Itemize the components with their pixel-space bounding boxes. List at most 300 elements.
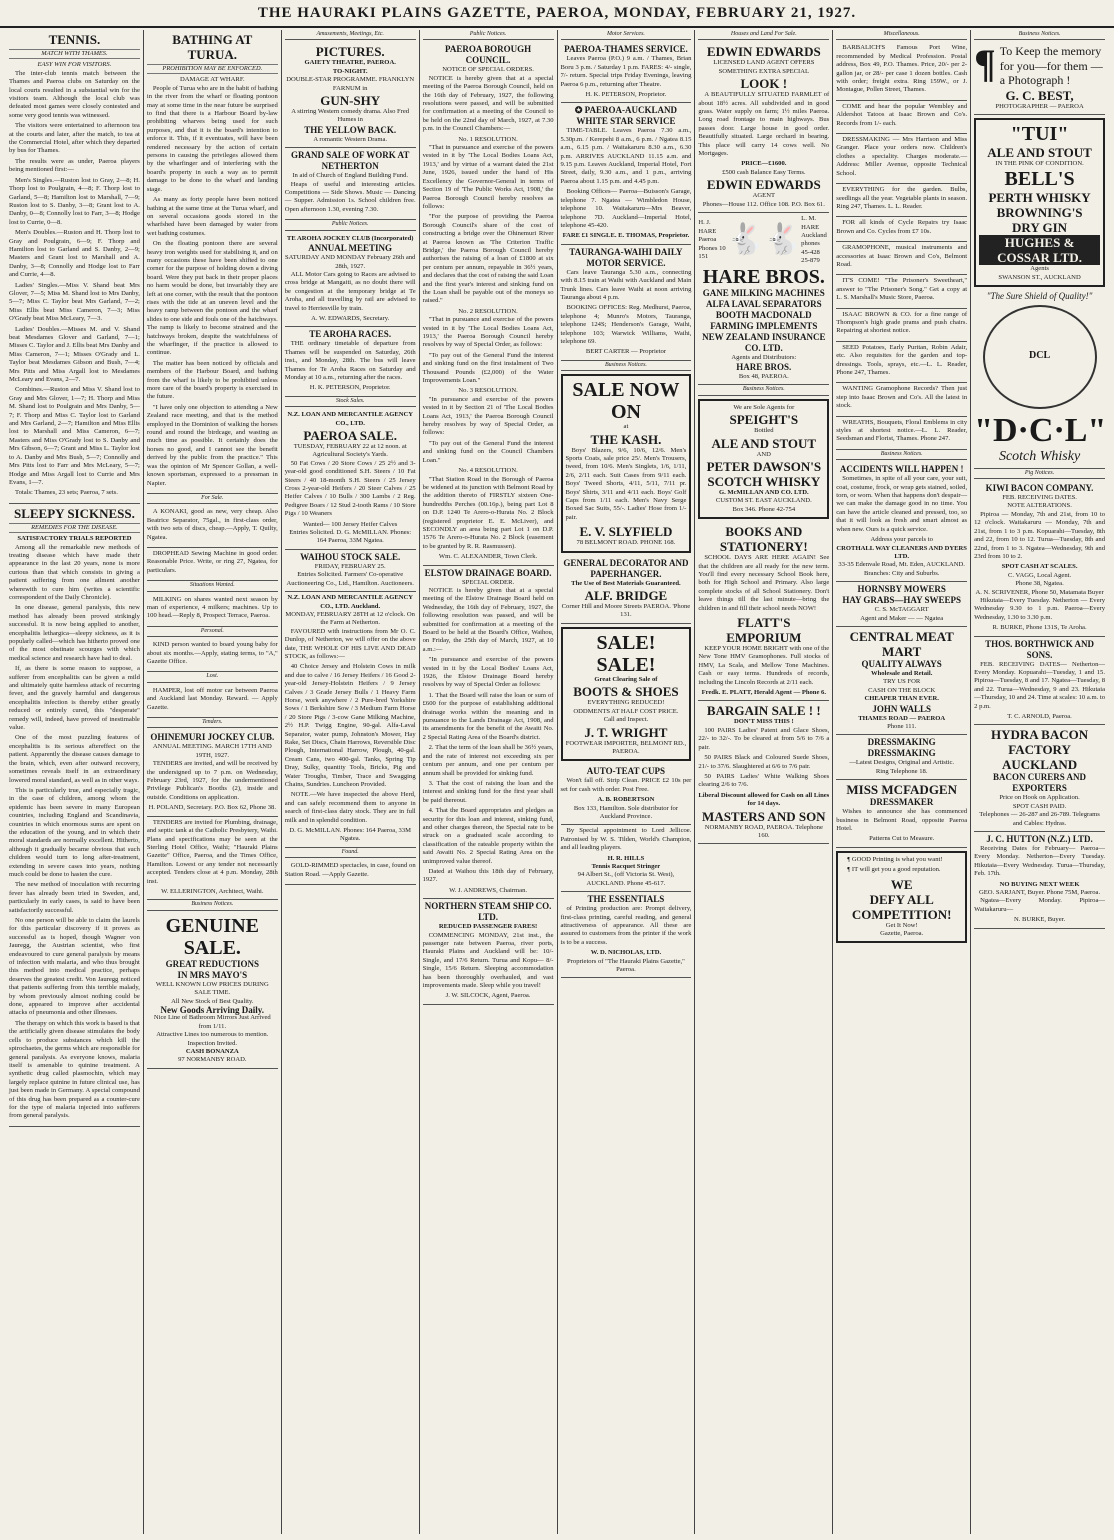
brownings: BROWNING'S	[996, 205, 1083, 221]
edwards-signature: EDWIN EDWARDS	[706, 177, 821, 193]
hare-box: Box 48, PAEROA.	[738, 372, 789, 380]
rabbit-icon: 🐇	[726, 223, 764, 257]
ale-stout: ALE AND STOUT	[711, 435, 817, 451]
hydra-title: HYDRA BACON FACTORY AUCKLAND	[990, 727, 1089, 773]
bargain-line-2: 50 PAIRS Black and Coloured Suede Shoes, 21/- to 37/6. Slaughtered at 6/6 to 7/6 pair.	[698, 754, 830, 770]
netherton-list: 40 Choice Jersey and Holstein Cows in milk and due to calve / 16 Jersey Heifers / 16 Good 2-year-old Jersey-Holstein Heifers / 9 Jersey Calves / 3 Grade Jersey Bulls / 1 Heavy Farm Horse, work anywhere / 2 Pure-bred Yorkshire Sows / 1 Berkshire Sow / 3 Medium Farm Horse / 20 Store Pigs / 3-cow Gane Milking Machine, 2½ H.P. Twigg Engine, 90-gal. Alfa-Laval Separator, water pump, Johnston's Mower, Hay Rake, Set Discs, Chain Harrows, Reversible Disc Plough, International Harrow, Plough, 40-gal. Cream Cans, two 400-gal. Tanks, Spring Tip Dray, Sulky, quantity Tools, Bricks, Pig and Water Troughs, Timber, Trace and Swagging Chains, Sundries. Luncheon Provided.	[284, 663, 416, 789]
misc-ad-11	[836, 417, 967, 450]
resolution-1: No. 1 RESOLUTION.	[458, 135, 518, 143]
tennis-para-8: Combines.—Ruston and Miss V. Shand lost to Gray and Mrs Glover, 1—7; H. Thorp and Miss M. Shand lost to Poulgrain and Mrs Danby, 5—7; F. Thorp and Miss C. Taylor lost to Garland and Mrs Garland, 2—7; Hamilton and Miss Ellis lost to Marshall and Miss Cameron, 6—7; Masters and Miss O'Grady lost to S. Danby and Mrs Gibson, 6—7; Grant and Miss L. Taylor lost to A. Danby and Mrs Bush, 5—7; Connolly and Mrs Pitts lost to Farr and Mrs McLeary, 5—7; Hodge and Miss Argall lost to Currie and Mrs Evans, 1—7.	[9, 386, 140, 486]
boots-oddments: ODDMENTS AT HALF COST PRICE.	[573, 707, 679, 715]
tennis-para-5: Men's Doubles.—Ruston and H. Thorp lost to Gray and Poulgrain, 6—9; F. Thorp and Hamilton lost to Garland and S. Danby, 2—9; Masters and Grant lost to Marshall and A. Danby, 3—8; Connolly and Hodge lost to Farr and Currie, 4—8.	[9, 229, 140, 279]
paeroa-thames-service	[561, 42, 692, 103]
arnold-buyer: T. C. ARNOLD, Paeroa.	[1007, 713, 1072, 720]
cash-bonanza: CASH BONANZA	[185, 1048, 239, 1055]
lost-heading: Lost.	[147, 672, 278, 682]
robertson-name: A. B. ROBERTSON	[597, 796, 655, 804]
tui-ale-ad	[974, 118, 1105, 287]
mctaggart-name: C. S. McTAGGART	[874, 606, 929, 614]
mrs-mayos-line: IN MRS MAYO'S	[177, 969, 248, 980]
kiwi-title: KIWI BACON COMPANY.	[985, 483, 1094, 494]
for-sale-section-heading: For Sale.	[147, 494, 278, 504]
bathing-para-1: People of Turua who are in the habit of bathing in the river from the wharf or floating pontoon may at some time in the near future be surprised to find that there is a Harbour Board by-law prohibiting wharves being used for such purposes, and that it is the board's intention to enforce it. This, if it eventuates, will have been rendered necessary by the action of certain persons in causing the privileges allowed them by the wharfinger and of interfering with the board's property in such a way as to permit damage to be done to the wharf and landing stage.	[146, 84, 278, 193]
steamship-fares: REDUCED PASSENGER FARES!	[438, 923, 538, 931]
for-sale-text-2: DROPHEAD Sewing Machine in good order. Reasonable Price. Write, or ring 27, Ngatea, for particulars.	[146, 549, 278, 574]
misc-ad-5	[836, 217, 967, 242]
town-clerk-signature: Wm. C. ALEXANDER, Town Clerk.	[438, 553, 538, 561]
personal-heading: Personal.	[147, 627, 278, 637]
northern-steamship-ad	[423, 899, 554, 1005]
council-para-1: NOTICE is hereby given that at a special meeting of the Paeroa Borough Council, held on the 16th day of February, 1927, the following resolutions were passed, and will be submitted for confirmation at a meeting of the Council to be held on the 22nd day of March, 1927, at 7.30 p.m. in the Council Chambers:—	[422, 74, 554, 133]
business-notices-heading-5: Business Notices.	[974, 30, 1105, 40]
programme-line: DOUBLE-STAR PROGRAMME. FRANKLYN FARNUM in	[286, 76, 415, 92]
netherton-agency: N.Z. LOAN AND MERCANTILE AGENCY CO., LTD. Auckland.	[287, 594, 414, 610]
new-stock-line: All New Stock of Best Quality.	[171, 997, 254, 1005]
auto-teat-body: Won't fall off. Strip Clean. PRICE £2 10s per set for cash with order. Post Free.	[560, 777, 692, 793]
hydra-price: Price on Hook on Application.	[999, 794, 1080, 802]
kiwi-bacon-ad	[974, 481, 1105, 637]
bargain-title: BARGAIN SALE ! !	[706, 703, 821, 719]
n-burke-buyer: N. BURKE, Buyer.	[1014, 916, 1066, 924]
photograph-ad	[974, 42, 1105, 115]
accidents-ad	[836, 462, 967, 582]
misc-text-1: BARBALICH'S Famous Port Wine, recommended by Medical Profession. Postal address, Box 49, P.O. Thames. Price, 20/- per 2-gallon jar, or 28/- per case 1 dozen bottles. Cash with order; freight extra. Ring 159W., or J. Montague, Pollen Street, Thames.	[836, 44, 968, 94]
pictures-ad	[285, 42, 416, 148]
cash-discount: Liberal Discount allowed for Cash on all Lines for 14 days.	[698, 791, 830, 808]
tui-ale-stout: ALE AND STOUT	[987, 145, 1092, 161]
edwards-agent: AGENT	[752, 192, 775, 200]
reputation	[841, 866, 962, 874]
elstow-drainage-notice	[423, 566, 554, 900]
motor-services-heading: Motor Services.	[561, 30, 692, 40]
misc-text-10: WANTING Gramophone Records? Then just step into Isaac Brown and Co's. All the latest in stock.	[836, 385, 968, 410]
hj-hare-contact: H. J. HARE Paeroa Phones 10 151	[698, 219, 726, 260]
get-it-now: Get It Now!	[885, 921, 918, 929]
defy-all-line: DEFY ALL	[869, 891, 934, 907]
hughes-cossar: HUGHES & COSSAR LTD.	[979, 235, 1100, 265]
column-4	[420, 30, 558, 1534]
bonanza-address: 97 NORMANBY ROAD.	[178, 1056, 247, 1064]
mcmillan-address: CUSTOM ST. EAST AUCKLAND.	[715, 497, 812, 505]
tennis-para-4: Men's Singles.—Ruston lost to Gray, 2—8; H. Thorp lost to Poulgrain, 4—8; F. Thorp lost to Garland, 5—8; Hamilton lost to Marshall, 7—9; Ruston lost to S. Danby, 3—8; Grant lost to A. Danby, 0—8; Connolly lost to Farr, 3—8; Hodge lost to Currie, 0—8.	[9, 176, 140, 226]
sleepy-para-8: The therapy on which this work is based is that the artificially given disease stimulates the body cells to produce substances which kill the spirochaetes, the germs which are responsible for general paralysis. As everyone knows, malaria itself is amenable to quinine treatment. A synthetic drug called plasmochin, which may largely replace quinine in future clinical use, has just been made in Germany. A special compound of this drug has been prepared as a counter-cure for the type of malaria injected into sufferers from general paralysis.	[9, 1019, 140, 1120]
racing-quote: "I have only one objection to attending a New Zealand race meeting, and that is the method employed in the Dominion of walking the horses round and round the birdcage, and wasting as much time as possible. It certainly does the horses no good, and I cannot see the benefit derived by the public from the practice." This was the opinion of Mr Spencer Gollan, a well-known sportsman, expressed to a pressman in Napier.	[146, 403, 278, 487]
gazette-paeroa: Gazette, Paeroa.	[880, 930, 924, 938]
waihou-sale-ad	[285, 550, 416, 592]
misc-text-11: WREATHS, Bouquets, Floral Emblems in city styles at shortest notice.—L. L. Reader, Seedsman and Florist, Thames. Phone 247.	[836, 418, 968, 443]
found-ad	[285, 860, 416, 885]
boots-sale-ad	[561, 627, 692, 761]
meat-mart-title: CENTRAL MEAT MART	[849, 628, 954, 659]
tui-title: "TUI"	[1010, 123, 1069, 146]
netherton-contact: D. G. McMILLAN. Phones: 164 Paeroa, 33M Ngatea.	[289, 827, 411, 843]
slyfield-address: 78 BELMONT ROAD. PHONE 168.	[576, 539, 676, 547]
dcl-crest-icon: DCL	[983, 305, 1097, 409]
platt-signature: Fredk. E. PLATT, Herald Agent — Phone 6.	[701, 689, 826, 697]
tennis-strapline: EASY WIN FOR VISITORS.	[37, 61, 112, 69]
elstow-para-2: "In pursuance and exercise of the powers vested in it by the Local Bodies' Loans Act, 1926, the Elstow Drainage Board hereby resolves by way of Special Order as follows:	[422, 656, 554, 689]
jockey-body: ALL Motor Cars going to Races are advised to cross bridge at Mangaiti, as no doubt there will be congestion at the temporary bridge at Te Aroha, and all travelling by rail are advised to travel to Herriesville by train.	[284, 270, 416, 312]
grand-sale-title: GRAND SALE OF WORK AT NETHERTON	[291, 150, 410, 172]
hydra-bacon-ad	[974, 725, 1105, 832]
jockey-club-tender	[147, 730, 278, 816]
tennis-headline: TENNIS.	[48, 32, 101, 47]
service-3-body: Cars leave Tauranga 5.30 a.m., connecting with 8.15 train at Waihi with Auckland and Main Trunk lines. Cars leave Waihi at noon arriving Tauranga about 4 p.m.	[560, 268, 692, 301]
sleepy-para-6: The new method of inoculation with recurring fever has already been tried in Sweden, and, particularly in early cases, is said to have been satisfactorily successful.	[9, 881, 140, 914]
walls-address: THAMES ROAD — PAEROA	[858, 714, 946, 722]
hay-grabs: HAY GRABS—HAY SWEEPS	[842, 595, 962, 606]
sleepy-para-1: Among all the remarkable new methods of treating disease which have made their appearance in the last 20 years, none is more curious than that which consists in giving a patient suffering from one ailment another wherewith to cure him (writes a scientific correspondent of the Daily Chronicle).	[9, 543, 140, 601]
hare-gane: GANE MILKING MACHINES	[702, 287, 825, 298]
misc-text-5: FOR all kinds of Cycle Repairs try Isaac Brown and Co. Cycles from £7 10s.	[836, 219, 968, 235]
nicholas-name: W. D. NICHOLAS, LTD.	[590, 949, 662, 957]
competition-line: COMPETITION!	[851, 906, 952, 922]
elstow-dated: Dated at Waihou this 18th day of February, 1927.	[422, 867, 554, 884]
steamship-body: COMMENCING MONDAY, 21st inst., the passenger rate between Paeroa, river ports, Hauraki Plains and Auckland will be: 10/- Single, and 17/6 Return. Turua and Kopu— 8/- Single, 15/6 Return. Sleeping accommodation has been thoroughly overhauled, and vast improvements made. Sleep while you travel!	[422, 931, 554, 990]
hutton-schedule: Receiving Dates for February— Paeroa—Every Monday. Netherton—Every Tuesday. Hikutaia—Every Wednesday. Turua—Thursday, Feb. 17th.	[974, 845, 1105, 878]
dressmaking-ad	[836, 735, 967, 780]
reductions-line: GREAT REDUCTIONS	[165, 958, 260, 969]
auto-teat-ad	[561, 764, 692, 825]
business-notices-heading: Business Notices.	[147, 900, 278, 910]
business-notices-heading-3: Business Notices.	[698, 385, 829, 395]
sleepy-subhead: REMEDIES FOR THE DISEASE.	[9, 523, 140, 533]
edwards-subtitle: LICENSED LAND AGENT OFFERS SOMETHING EXTRA SPECIAL	[713, 59, 815, 75]
look-title: LOOK !	[740, 76, 788, 92]
kash-at: at	[623, 423, 629, 431]
misc-ad-3	[836, 134, 967, 184]
personal-ad	[147, 639, 278, 672]
tennis-para-9: Totals: Thames, 23 sets; Paeroa, 7 sets.	[15, 489, 118, 497]
netherton-sale-ad	[285, 592, 416, 848]
misc-text-8: ISAAC BROWN & CO. for a fine range of Thompson's high grade prams and push chairs. Repairing at shortest notice.	[836, 310, 968, 335]
kiwi-alterations: NOTE ALTERATIONS.	[1007, 502, 1072, 510]
dressmaking-title-2: DRESSMAKING	[867, 748, 936, 759]
service-1-signature: H. K. PETERSON, Proprietor.	[585, 91, 667, 99]
resolution-4: No. 4 RESOLUTION.	[458, 467, 518, 475]
tennis-para-6: Ladies' Singles.—Miss V. Shand beat Mrs Glover, 7—5; Miss M. Shand lost to Mrs Danby, 5—7; Miss C. Taylor beat Mrs Garland, 7—2; Miss Ellis beat Miss Cameron, 7—3; Miss O'Grady beat Miss McLeary, 7—3.	[9, 281, 140, 323]
sleepy-para-4: One of the most puzzling features of encephalitis is its serious aftereffect on the patient. Apparently the disease causes damage to the brain, which, even after outward recovery, sometimes reveals itself in an extraordinary lowered moral standard, as well as in other ways.	[9, 734, 140, 784]
hutton-ad	[974, 832, 1105, 929]
hare-alfa: ALFA LAVAL SEPARATORS	[706, 298, 822, 309]
misc-ad-9	[836, 342, 967, 384]
rabbit-icon-2: 🐇	[763, 223, 802, 257]
elstow-title: ELSTOW DRAINAGE BOARD.	[424, 567, 552, 578]
misc-text-4: EVERYTHING for the garden. Bulbs, seedlings all the year. Vegetable plants in season. Ring 247, Thames. L. L. Reader.	[836, 186, 968, 210]
personal-text: KIND person wanted to board young baby for about six months.—Apply, stating terms, to "A," Gazette Office.	[146, 641, 278, 665]
dcl-whisky-ad	[974, 290, 1105, 468]
races-title: TE AROHA RACES.	[309, 329, 392, 340]
tennis-para-1: The inter-club tennis match between the Thames and Paeroa clubs on Saturday on the local courts resulted in a substantial win for the visitors team. Although the local club was defeated most games were closely contested and some very good tennis was witnessed.	[9, 69, 140, 119]
council-para-6: "That in pursuance and exercise of the powers vested in it by 'The Local Bodies Loans Act, 1913,' the Paeroa Borough Council hereby resolves by way of Special Order, as follows:	[422, 316, 554, 349]
paeroa-sale-list: 50 Fat Cows / 20 Store Cows / 25 2½ and 3-year-old good conditioned S.H. Steers / 10 Fat Steers / 40 18-month S.H. Steers / 25 Jersey Cross 2-year-old Heifers / 20 Steer Calves / 25 Heifer Calves / 10 Bulls / 300 Lambs / 2 Reg. Pedigree Boars / 12 Stud 2-tooth Rams / 10 Store Pigs / 10 Weaners	[284, 459, 416, 518]
borthwick-ad	[974, 637, 1105, 726]
elstow-para-6: 4. That the Board appropriates and pledges as security for this loan and interest, sinking fund, and other charges thereon, the Special rate to be struck on a graduated scale according to classification of the rateable property within the said Awaiti No. 2 Special Rating Area on the unimproved value thereof.	[422, 807, 554, 865]
racquet-stringer: Tennis Racquet Stringer	[591, 862, 661, 870]
netherton-note: NOTE.—We have inspected the above Herd, and can safely recommend them to anyone in search of first-class dairy stock. They are in full milk and in splendid condition.	[284, 791, 416, 824]
waihou-date: FRIDAY, FEBRUARY 25.	[314, 562, 386, 570]
for-sale-text-1: A KONAKI, good as new, very cheap. Also Beatrice Separator, 75gal., in first-class order, with two sets of discs, cheap.—Apply, T. Quilty, Ngatea.	[146, 508, 278, 541]
misc-text-3: DRESSMAKING — Mrs Harrison and Miss Granger. Place your orders now. Children's clothes a speciality. Charges moderate.— Address: Miller Avenue, opposite Technical School.	[836, 136, 968, 177]
bargain-line-1: 100 PAIRS Ladies' Patent and Glace Shoes, 22/- to 32/-. To be cleared at from 5/6 to 7/6 a pair.	[698, 726, 830, 751]
houses-land-heading: Houses and Land For Sale.	[698, 30, 829, 40]
scrivener-buyer: A. N. SCRIVENER, Phone 50, Matamata Buyer	[975, 588, 1104, 596]
sarjant-buyer: GEO. SARJANT, Buyer. Phone 75M, Paeroa.	[979, 889, 1101, 897]
dressmaking-phone: Ring Telephone 18.	[875, 767, 928, 775]
white-star-service	[561, 103, 692, 244]
council-para-12: "That Station Road in the Borough of Paeroa be widened at its junction with Belmont Road by the addition thereto of FIRSTLY sixteen One-hundredths Perches (00.16p.), being part Lot 8 on D.P. 1240 Te Arero-o-Hurata No. 2 Block (registered proprietor E. E. McLiver), and SECONDLY an area being part Lot 1 on D.P. 1576 Te Arero-o-Hurata No. 2 Block (easement to be granted by R. R. Rasmussen).	[422, 475, 554, 550]
genuine-sale-ad	[147, 913, 278, 1069]
tennis-subhead: MATCH WITH THAMES.	[9, 49, 140, 59]
grand-sale-body: Heaps of useful and interesting articles. Competitions — Side Shows. Music — Dancing — Supper. Admission 1s. School children free. Open afternoon 1.30, evening 7.30.	[284, 180, 416, 213]
farmlet-price: PRICE—£1600.	[741, 160, 787, 168]
jockey-dates: SATURDAY AND MONDAY February 26th and 28th, 1927.	[285, 254, 416, 270]
accidents-body: Sometimes, in spite of all your care, your suit, coat, costume, frock, or wrap gets stained, soiled, torn, or worn. When that happens don't despair—we can make the damage good in no time. You can have the article cleaned and pressed, too, so that it will look as fresh and smart almost as when new. Ours is a quick service.	[836, 475, 968, 533]
tender-1-body: TENDERS are invited, and will be received by the undersigned up to 7 p.m. on Wednesday, February 23rd, 1927, for the undermentioned Privilege Publican's Booths (2), inside and outside. Conditions on application.	[146, 760, 278, 801]
business-notices-heading-4: Business Notices.	[836, 450, 967, 460]
tennis-para-2: The visitors were entertained to afternoon tea at the courts and later, after the match, to tea at the Commercial Hotel, after which they departed by bus for Thames.	[9, 122, 140, 155]
film-gun-shy: GUN-SHY	[320, 93, 381, 109]
misc-ad-4	[836, 184, 967, 217]
sleepy-para-3: If, as there is some reason to suppose, a sufferer from encephalitis can be given a mild and ultimately quite harmless attack of recurring fever, and the gravely harmful and dangerous encephalitis infection is thereby either greatly reduced or entirely cured, this "desperate" remedy will, indeed, have proved of inestimable value.	[9, 665, 140, 732]
sleepy-headline: SLEEPY SICKNESS.	[13, 505, 135, 521]
bathing-para-4: The matter has been noticed by officials and members of the Harbour Board, and bathing from the wharf is likely to be prohibited unless more care of the board's property is exercised in the future.	[146, 359, 278, 401]
tender-2-body: TENDERS are invited for Plumbing, drainage, and septic tank at the Catholic Presbytery, Waihi. Plans and specifications may be seen at the Sterling Hotel Office, Waihi; "Hauraki Plains Gazette" Office, Paeroa, and the Times Office, Hamilton. Lowest or any tender not necessarily accepted. Tenders close at 4 p.m. Monday, 28th inst.	[146, 818, 278, 885]
paeroa-sale-title: PAEROA SALE.	[303, 428, 398, 443]
agents-label: Agents	[1030, 265, 1049, 273]
pilcrow-icon: ¶	[847, 855, 852, 863]
essentials-body: of Printing production are: Prompt delivery, first-class printing, careful reading, and general attractiveness of appearance. All these are assured to customers from the printer if the work is to be a success.	[560, 905, 692, 946]
edwards-title: EDWIN EDWARDS	[706, 44, 821, 60]
council-subtitle: NOTICE OF SPECIAL ORDERS.	[442, 66, 534, 74]
tauranga-waihi-service	[561, 245, 692, 361]
pictures-title: PICTURES.	[315, 44, 385, 60]
essentials-title: THE ESSENTIALS	[587, 894, 665, 905]
paeroa-sale-date: TUESDAY, FEBRUARY 22 at 12 noon. at Agricultural Society's Yards.	[293, 443, 407, 459]
dont-miss: DON'T MISS THIS !	[733, 718, 794, 726]
dcl-logo: "D·C·L"	[974, 411, 1107, 449]
for-sale-ad-2	[147, 548, 278, 581]
situation-text: MILKING on shares wanted next season by man of experience, 4 milkers; machines. Up to 100 head.—Reply 8, Prospect Terrace, Paeroa.	[146, 595, 278, 620]
farmlet-terms: £500 cash Balance Easy Terms.	[722, 168, 806, 176]
crothall-address: 33-35 Edenvale Road, Mt. Eden, AUCKLAND.	[838, 561, 965, 569]
misc-ad-2	[836, 101, 967, 134]
te-aroha-races-ad	[285, 327, 416, 396]
printing-ad	[836, 851, 967, 944]
sleepy-strapline: SATISFACTORY TRIALS REPORTED	[17, 535, 132, 543]
council-para-4: "For the purpose of providing the Paeroa Borough Council's share of the cost of constructing a bridge over the Ohinemuri River at Paeroa known as 'The Criterion Traffic Bridge,' the Paeroa Borough Council hereby authorises the raising of a loan of £1800 at six per centum per annum, repayable in 36½ years, and declares that the cost of raising the said Loan and the first year's interest and sinking fund on the Loan shall be payable out of the moneys so raised."	[422, 213, 554, 305]
speights-name: SPEIGHT'S	[729, 412, 799, 428]
elstow-para-5: 3. That the cost of raising the loan and the interest and sinking fund for the first year shall be paid thereout.	[422, 779, 554, 804]
races-body: THE ordinary timetable of departure from Thames will be suspended on Saturday, 26th inst., and Monday, 28th. The bus will leave Thames for Te Aroha Races on Saturday and Monday at 10 a.m., returning after the races.	[284, 340, 416, 381]
tonight-label: TO-NIGHT.	[332, 67, 368, 75]
public-notices-heading: Public Notices.	[285, 220, 416, 230]
hare-bros-header	[698, 215, 829, 265]
masthead: THE HAURAKI PLAINS GAZETTE, PAEROA, MONDAY, FEBRUARY 21, 1927.	[0, 0, 1114, 28]
pig-notices-heading: Pig Notices.	[974, 469, 1105, 479]
service-1-body: Leaves Paeroa (P.O.) 9 a.m. / Thames, Brian Boru 3 p.m. / Saturday 1 p.m. FARES: 4/- single, 7/- return. Special trips Friday Evenings, leaving Paeroa 6 p.m., returning after Theatre.	[560, 55, 692, 88]
elstow-para-3: 1. That the Board will raise the loan or sum of £600 for the purpose of establishing additional drainage works within the meaning and in pursuance to the Lands Drainage Act, 1908, and its amendments for the benefit of the Awaiti No. 2 Special Rating Area of the Board's district.	[422, 691, 554, 741]
sleepy-para-2: In one disease, general paralysis, this new method has already been proved strikingly successful. It is now being applied to another, encephalitis lethargica—sleepy sickness, as it is popularly called—which has hitherto proved one of the most obstinate scourges with which medical science and research have had to deal.	[9, 604, 140, 662]
column-8	[971, 30, 1108, 1534]
stock-sales-heading: Stock Sales.	[285, 397, 416, 407]
spot-cash: SPOT CASH AT SCALES.	[1001, 563, 1078, 571]
sleepy-para-7: No one person will be able to claim the laurels for this particular discovery if it proves as successful as is hoped, though Wagner von Jauregg, the Austrian scientist, who first endeavoured to cure general paralysis by means of infection with malaria, and who thus brought this method into medical practice, perhaps deserves the greatest credit. Von Jauregg noticed that patients suffering from this terrible malady, by whom previously almost nothing could be done, appeared to improve after accidental attacks of pneumonia and other illnesses.	[9, 917, 140, 1017]
council-para-3: "That in pursuance and exercise of the powers vested in it by 'The Local Bodies Loans Act, 1913,' and by virtue of a warrant dated the 21st June, 1926, issued under the hand of His Excellency the Governor-General in terms of Section 19 of 'The Public Works Act, 1908,' the Paeroa Borough Council hereby resolves as follows:	[422, 144, 554, 210]
public-notices-heading-2: Public Notices.	[423, 30, 554, 40]
business-notices-heading-2: Business Notices.	[561, 361, 692, 371]
attractive-lines: Attractive Lines too numerous to mention.	[156, 1031, 269, 1039]
council-para-7: "To pay out of the General Fund the interest and sinking fund on the first instalment of Two Thousand Pounds (£2,000) of the Water Improvements Loan."	[422, 351, 554, 385]
elstow-signature: W. J. ANDREWS, Chairman.	[449, 886, 528, 894]
column-6	[695, 30, 833, 1534]
gramophone-text: KEEP YOUR HOME BRIGHT with one of the New Tone HMV Gramophones. Full stocks of HMV, La Scala, and Mellow Tone Machines. Cash or easy terms. Hundreds of records, including the Lincoln Records at 2/11 each.	[698, 645, 830, 686]
boots-reduced: EVERYTHING REDUCED!	[587, 699, 665, 707]
try-us: TRY US FOR	[883, 678, 921, 686]
kash-price-list: Boys' Blazers, 9/6, 10/6, 12/6. Men's Sports Coats, sale price 25/. Men's Trousers, tweed, from 10/6. Men's Singlets, 1/6, 1/11, 2/6, 2/11 each. Suit Cases from 9/11 each. Boys' Tweed Shorts, 4/11, 5/11, 7/11 pr. Boys' Shirts, 3/11 and 4/11 each. Boys' Golf Caps from 1/11 each. Men's Navy Serge Boxed Sac Suits, 55/-. Ladies' Hose from 1/- pair.	[565, 446, 687, 521]
best-role: PHOTOGRAPHER — PAEROA	[995, 102, 1084, 110]
robertson-address: Box 133, Hamilton. Sole distributor for Auckland Province.	[573, 804, 679, 820]
mcfadgen-role: DRESSMAKER	[869, 797, 934, 808]
burke-buyer: R. BURKE, Phone 131S, Te Aroha.	[992, 624, 1087, 632]
racquet-ad	[561, 825, 692, 892]
quality-always: QUALITY ALWAYS	[861, 658, 942, 669]
bathing-subhead: PROHIBITION MAY BE ENFORCED.	[147, 64, 278, 74]
hare-insurance: NEW ZEALAND INSURANCE CO. LTD.	[702, 331, 826, 353]
netherton-date: MONDAY, FEBRUARY 28TH at 12 o'clock. On the Farm at Netherton.	[285, 610, 415, 627]
bathing-strapline: DAMAGE AT WHARF.	[180, 76, 245, 84]
tender-1-signature: H. POLAND, Secretary. P.O. Box 62, Phone 38.	[148, 804, 277, 812]
crothall-name: CROTHALL WAY CLEANERS AND DYERS LTD.	[836, 544, 967, 560]
newspaper-columns	[6, 30, 1108, 1534]
accidents-title: ACCIDENTS WILL HAPPEN !	[839, 464, 964, 475]
mcfadgen-patterns: Patterns Cut to Measure.	[869, 835, 935, 843]
found-text: GOLD-RIMMED spectacles, in case, found on Station Road. —Apply Gazette.	[284, 862, 416, 878]
misc-text-7: IT'S COME! "The Prisoner's Sweetheart," answer to "The Prisoner's Song." Get a copy at L. S. Marshall's Music Store, Paeroa.	[836, 277, 968, 302]
hutton-title: J. C. HUTTON (N.Z.) LTD.	[986, 834, 1093, 845]
bottled-label: Bottled	[754, 427, 774, 435]
film-2-description: A romantic Western Drama.	[313, 135, 388, 143]
bells-title: BELL'S	[1004, 168, 1075, 191]
reputation-text: IT will get you a good reputation.	[851, 866, 941, 874]
star-icon: ✪	[574, 105, 585, 116]
school-days-text: SCHOOL DAYS ARE HERE AGAIN! See that the children are all ready for the new term. You'll find every necessary School Book here, both for High School and Primary. Also large complete stocks of all School Stationery. Don't leave things till the last minute—bring the children in and fill their school needs NOW!	[698, 554, 830, 612]
hare-bros-ad	[698, 213, 829, 385]
lm-hare-contact: L. M. HARE Auckland phones 45-428 25-879	[801, 215, 827, 265]
tender-2-signature: W. ELLERINGTON, Architect, Waihi.	[161, 887, 264, 895]
column-1	[6, 30, 144, 1534]
kash-sale-title: SALE NOW ON	[572, 379, 680, 424]
borough-council-notice	[423, 42, 554, 565]
crothall-branches: Branches: City and Suburbs.	[863, 569, 940, 577]
paeroa-sale-ad	[285, 409, 416, 550]
scotch-whisky-label: Scotch Whisky	[998, 448, 1081, 464]
swanson-address: SWANSON ST., AUCKLAND	[998, 273, 1081, 281]
mcfadgen-name: MISS MCFADGEN	[846, 782, 957, 798]
hornsby-ad	[836, 582, 967, 627]
boots-clearing: Great Clearing Sale of	[594, 675, 658, 683]
misc-text-9: SEED Potatoes, Early Puritan, Robin Adair, etc. Also requisites for the garden and top-dressings. Tools, sprays, etc.—L. L. Reader, Phone 247, Thames.	[836, 343, 968, 376]
decorator-ad	[561, 556, 692, 624]
column-2	[144, 30, 282, 1534]
decorator-address: Corner Hill and Moore Streets PAEROA. 'Phone 131.	[561, 603, 691, 619]
service-2-title-text: PAEROA-AUCKLAND WHITE STAR SERVICE	[576, 105, 677, 127]
council-title: PAEROA BOROUGH COUNCIL.	[445, 44, 532, 66]
borthwick-schedule: FEB. RECEIVING DATES— Netherton—Every Monday. Kopuarahi—Tuesday, 1 and 15. Pipiroa—Tuesday, 8 and 17. Ngatea—Tuesday, 8 and 22. Turua—Wednesday, 9 and 23. Hikutaia—Thursday, 10 and 24. Time at scales: 10 a.m. to 2 p.m.	[974, 660, 1106, 710]
for-sale-ad-1	[147, 506, 278, 548]
no-buying: NO BUYING NEXT WEEK	[999, 880, 1080, 888]
hare-agents-label: Agents and Distributors:	[731, 353, 797, 361]
kash-sale-ad	[561, 374, 692, 552]
grand-sale-sub: In aid of Church of England Building Fund.	[292, 172, 409, 180]
boots-sale-title: SALE! SALE!	[596, 631, 656, 676]
photograph-body	[974, 44, 1105, 87]
speights-ad	[698, 399, 829, 519]
boots-inspect: Call and Inspect.	[603, 716, 649, 724]
elstow-subtitle: SPECIAL ORDER.	[461, 578, 515, 586]
misc-ad-1	[836, 42, 967, 100]
tennis-para-3: The results were as under, Paeroa players being mentioned first:—	[9, 157, 140, 174]
service-1-title: PAEROA-THAMES SERVICE.	[564, 44, 688, 55]
books-stationery-ad	[698, 522, 829, 701]
arriving-daily-line: New Goods Arriving Daily.	[160, 1004, 265, 1015]
column-3	[282, 30, 420, 1534]
service-2-fare: FARE £1 SINGLE. E. THOMAS, Proprietor.	[562, 232, 690, 240]
borthwick-title: THOS. BORTHWICK AND SONS.	[985, 638, 1095, 660]
paeroa-sale-contact: Entries Solicited. D. G. McMILLAN. Phones: 164 Paeroa, 33M Ngatea.	[289, 529, 412, 545]
and-label: AND	[756, 450, 771, 458]
dry-gin: DRY GIN	[1012, 220, 1068, 236]
bathing-para-2: As many as forty people have been noticed bathing at the same time at the Turua wharf, and on several occasions goods stored in the wharfshed have been damaged by water from wet bathing costumes.	[146, 196, 278, 237]
low-prices-line: WELL KNOWN LOW PRICES DURING SALE TIME.	[155, 980, 269, 997]
genuine-sale-title: GENUINE SALE.	[165, 914, 259, 959]
steamship-title: NORTHERN STEAM SHIP CO. LTD.	[424, 901, 552, 923]
kiwi-dates-label: FEB. RECEIVING DATES.	[1002, 494, 1077, 502]
scotch-whisky: SCOTCH WHISKY	[707, 473, 821, 489]
edwin-edwards-ad	[698, 42, 829, 213]
hills-name: H. R. HILLS	[607, 854, 645, 862]
bathing-headline: BATHING AT TURUA.	[172, 32, 253, 62]
amusements-heading: Amusements, Meetings, Etc.	[285, 30, 416, 40]
masters-son: MASTERS AND SON	[702, 808, 826, 824]
jockey-signature: A. W. EDWARDS, Secretary.	[311, 314, 390, 322]
sole-agents: We are Sole Agents for	[733, 403, 795, 411]
bargain-sale-ad	[698, 701, 829, 844]
resolution-2: No. 2 RESOLUTION.	[458, 307, 518, 315]
wholesale-retail: Wholesale and Retail.	[871, 669, 933, 677]
sleepy-sickness-article	[9, 504, 140, 1127]
decorator-guarantee: The Use of Best Materials Guaranteed.	[571, 579, 681, 587]
mcfadgen-ad	[836, 780, 967, 848]
steamship-agent: J. W. SILCOCK, Agent, Paeroa.	[445, 992, 531, 1000]
boots-and-shoes: BOOTS & SHOES	[573, 684, 679, 700]
pilcrow-icon-2: ¶	[847, 866, 852, 874]
service-3-proprietor: BERT CARTER — Proprietor	[585, 348, 667, 356]
te-aroha-jockey-ad	[285, 233, 416, 328]
address-parcels: Address your parcels to	[870, 536, 933, 544]
service-3-title: TAURANGA-WAIHI DAILY MOTOR SERVICE.	[569, 246, 683, 268]
peter-dawsons: PETER DAWSON'S	[706, 458, 822, 474]
bathing-para-3: On the floating pontoon there are several heavy iron weights used for stabilising it, and on many occasions these have been shifted to one corner for the purpose of holding down a diving board. Were they put back in their proper places no harm would be done, but invariably they are left at one corner, with the result that the pontoon rises with the tide at an uneven level and the heavy ramp between the pontoon and the wharf slides to one side and fouls one of the hatchways. The ramp is likely to become strained and the hatchways broken, despite the watchfulness of the wharfinger, if the practice is allowed to continue.	[146, 240, 278, 357]
cash-block: CASH ON THE BLOCK	[868, 686, 936, 694]
miscellaneous-heading: Miscellaneous.	[836, 30, 967, 40]
hutton-schedule-2: Ngatea—Every Monday. Pipiroa— Waitakaruru—	[974, 897, 1105, 913]
tender-1-title: OHINEMURI JOCKEY CLUB.	[150, 732, 275, 743]
hydra-spot-cash: SPOT CASH PAID.	[1012, 802, 1067, 810]
tenders-heading: Tenders.	[147, 718, 278, 728]
waihou-body: Entries Solicited. Farmers' Co-operative Auctioneering Co., Ltd., Hamilton. Auctioneers.	[286, 571, 414, 587]
we-line: WE	[890, 876, 913, 892]
